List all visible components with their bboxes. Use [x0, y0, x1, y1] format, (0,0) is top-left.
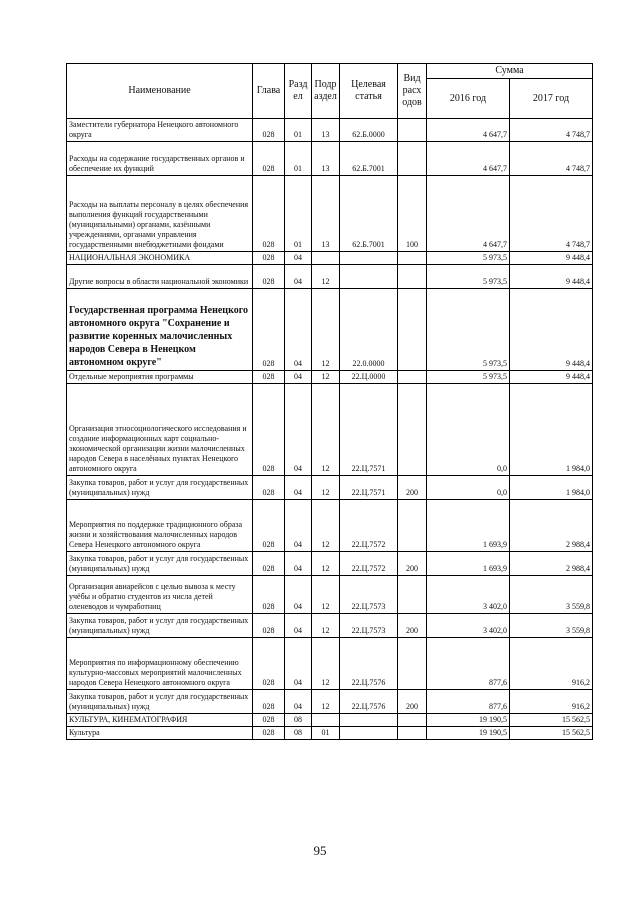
- row-target-article-cell: 22.Ц.0000: [340, 371, 398, 384]
- row-target-article-cell: [340, 714, 398, 727]
- row-amount-2017-cell: 2 988,4: [510, 500, 593, 552]
- row-amount-2016-cell: 4 647,7: [427, 176, 510, 252]
- row-name-cell: Организация авиарейсов с целью вывоза к месту учёбы и обратно студентов из числа детей оленеводов и чумработниц: [67, 576, 253, 614]
- row-razdel-cell: 04: [285, 252, 312, 265]
- row-name-cell: Закупка товаров, работ и услуг для государственных (муниципальных) нужд: [67, 690, 253, 714]
- row-target-article-cell: 22.0.0000: [340, 289, 398, 371]
- row-podrazdel-cell: 12: [312, 690, 340, 714]
- row-amount-2017-cell: 4 748,7: [510, 142, 593, 176]
- row-glava-cell: 028: [253, 614, 285, 638]
- row-amount-2017-cell: 916,2: [510, 638, 593, 690]
- row-target-article-cell: 22.Ц.7572: [340, 552, 398, 576]
- row-amount-2017-cell: 15 562,5: [510, 714, 593, 727]
- header-target-article: Целевая статья: [340, 64, 398, 119]
- row-amount-2017-cell: 2 988,4: [510, 552, 593, 576]
- header-summa: Сумма: [427, 64, 593, 79]
- row-name-cell: Другие вопросы в области национальной экономики: [67, 265, 253, 289]
- row-razdel-cell: 08: [285, 727, 312, 740]
- row-name-cell: Заместители губернатора Ненецкого автономного округа: [67, 119, 253, 142]
- row-glava-cell: 028: [253, 265, 285, 289]
- row-amount-2016-cell: 19 190,5: [427, 714, 510, 727]
- row-expense-type-cell: [398, 714, 427, 727]
- table-row: [67, 500, 593, 552]
- row-glava-cell: 028: [253, 384, 285, 476]
- row-target-article-cell: 22.Ц.7572: [340, 500, 398, 552]
- row-target-article-cell: 22.Ц.7571: [340, 384, 398, 476]
- row-amount-2016-cell: 877,6: [427, 638, 510, 690]
- row-podrazdel-cell: 12: [312, 500, 340, 552]
- row-razdel-cell: 04: [285, 371, 312, 384]
- table-header: [67, 64, 593, 119]
- row-razdel-cell: 04: [285, 476, 312, 500]
- header-razdel: Разд ел: [285, 64, 312, 119]
- row-name-cell: Закупка товаров, работ и услуг для государственных (муниципальных) нужд: [67, 476, 253, 500]
- row-razdel-cell: 01: [285, 176, 312, 252]
- row-razdel-cell: 04: [285, 638, 312, 690]
- header-podrazdel: Подр аздел: [312, 64, 340, 119]
- table-row: [67, 714, 593, 727]
- row-amount-2017-cell: 9 448,4: [510, 252, 593, 265]
- row-amount-2017-cell: 1 984,0: [510, 384, 593, 476]
- row-amount-2016-cell: 5 973,5: [427, 265, 510, 289]
- row-glava-cell: 028: [253, 576, 285, 614]
- table-row: [67, 552, 593, 576]
- row-glava-cell: 028: [253, 552, 285, 576]
- row-amount-2017-cell: 4 748,7: [510, 176, 593, 252]
- row-expense-type-cell: 200: [398, 690, 427, 714]
- row-podrazdel-cell: 12: [312, 289, 340, 371]
- row-glava-cell: 028: [253, 119, 285, 142]
- row-name-cell: Расходы на содержание государственных органов и обеспечение их функций: [67, 142, 253, 176]
- table-row: [67, 176, 593, 252]
- row-amount-2017-cell: 3 559,8: [510, 576, 593, 614]
- row-name-cell: Организация этносоциологического исследования и создание информационных карт социально-экономической организации жизни малочисленных народов Севера в населённых пунктах Ненецкого автономного округа: [67, 384, 253, 476]
- row-razdel-cell: 01: [285, 119, 312, 142]
- row-target-article-cell: 62.Б.7001: [340, 176, 398, 252]
- table-row: [67, 638, 593, 690]
- row-glava-cell: 028: [253, 500, 285, 552]
- table-row: [67, 614, 593, 638]
- row-expense-type-cell: [398, 265, 427, 289]
- row-name-cell: КУЛЬТУРА, КИНЕМАТОГРАФИЯ: [67, 714, 253, 727]
- header-year-2017: 2017 год: [510, 79, 593, 119]
- row-expense-type-cell: [398, 500, 427, 552]
- row-name-cell: Закупка товаров, работ и услуг для государственных (муниципальных) нужд: [67, 552, 253, 576]
- row-target-article-cell: 22.Ц.7576: [340, 638, 398, 690]
- row-amount-2016-cell: 5 973,5: [427, 371, 510, 384]
- row-name-cell: Государственная программа Ненецкого автономного округа "Сохранение и развитие коренных малочисленных народов Севера в Ненецком автономном округе": [67, 289, 253, 371]
- row-target-article-cell: 62.Б.0000: [340, 119, 398, 142]
- table-row: [67, 476, 593, 500]
- row-glava-cell: 028: [253, 289, 285, 371]
- table-row: [67, 252, 593, 265]
- row-expense-type-cell: [398, 727, 427, 740]
- row-podrazdel-cell: [312, 252, 340, 265]
- row-razdel-cell: 08: [285, 714, 312, 727]
- row-name-cell: Культура: [67, 727, 253, 740]
- table-row: [67, 384, 593, 476]
- row-podrazdel-cell: 01: [312, 727, 340, 740]
- table-row: [67, 142, 593, 176]
- row-glava-cell: 028: [253, 638, 285, 690]
- row-expense-type-cell: [398, 119, 427, 142]
- table-row: [67, 371, 593, 384]
- row-target-article-cell: [340, 727, 398, 740]
- row-name-cell: Отдельные мероприятия программы: [67, 371, 253, 384]
- row-target-article-cell: 22.Ц.7571: [340, 476, 398, 500]
- row-name-cell: Закупка товаров, работ и услуг для государственных (муниципальных) нужд: [67, 614, 253, 638]
- row-amount-2017-cell: 3 559,8: [510, 614, 593, 638]
- header-name: Наименование: [67, 64, 253, 119]
- row-target-article-cell: [340, 252, 398, 265]
- row-target-article-cell: 22.Ц.7573: [340, 576, 398, 614]
- row-razdel-cell: 04: [285, 576, 312, 614]
- row-razdel-cell: 04: [285, 265, 312, 289]
- row-amount-2016-cell: 0,0: [427, 384, 510, 476]
- row-glava-cell: 028: [253, 371, 285, 384]
- row-amount-2016-cell: 4 647,7: [427, 142, 510, 176]
- row-expense-type-cell: 200: [398, 552, 427, 576]
- row-podrazdel-cell: 12: [312, 614, 340, 638]
- table-row: [67, 690, 593, 714]
- row-amount-2017-cell: 9 448,4: [510, 289, 593, 371]
- table-row: [67, 119, 593, 142]
- row-expense-type-cell: [398, 289, 427, 371]
- row-podrazdel-cell: 12: [312, 476, 340, 500]
- row-expense-type-cell: [398, 384, 427, 476]
- row-podrazdel-cell: 12: [312, 265, 340, 289]
- row-target-article-cell: 22.Ц.7573: [340, 614, 398, 638]
- row-expense-type-cell: [398, 371, 427, 384]
- row-amount-2016-cell: 1 693,9: [427, 552, 510, 576]
- row-amount-2017-cell: 4 748,7: [510, 119, 593, 142]
- row-amount-2016-cell: 3 402,0: [427, 576, 510, 614]
- row-amount-2016-cell: 3 402,0: [427, 614, 510, 638]
- row-target-article-cell: 62.Б.7001: [340, 142, 398, 176]
- row-podrazdel-cell: 13: [312, 142, 340, 176]
- row-podrazdel-cell: 13: [312, 176, 340, 252]
- row-razdel-cell: 04: [285, 500, 312, 552]
- row-amount-2016-cell: 877,6: [427, 690, 510, 714]
- row-expense-type-cell: [398, 142, 427, 176]
- row-razdel-cell: 04: [285, 690, 312, 714]
- row-podrazdel-cell: 12: [312, 552, 340, 576]
- row-podrazdel-cell: 12: [312, 638, 340, 690]
- row-amount-2017-cell: 15 562,5: [510, 727, 593, 740]
- table-row: [67, 727, 593, 740]
- row-expense-type-cell: 200: [398, 614, 427, 638]
- table-row: [67, 576, 593, 614]
- row-name-cell: Расходы на выплаты персоналу в целях обеспечения выполнения функций государственными (муниципальными) органами, казёнными учреждениями, органами управления государственными внебюджетными фондами: [67, 176, 253, 252]
- header-glava: Глава: [253, 64, 285, 119]
- row-podrazdel-cell: 12: [312, 371, 340, 384]
- row-podrazdel-cell: 13: [312, 119, 340, 142]
- row-amount-2017-cell: 9 448,4: [510, 265, 593, 289]
- row-razdel-cell: 04: [285, 614, 312, 638]
- row-razdel-cell: 01: [285, 142, 312, 176]
- row-expense-type-cell: [398, 252, 427, 265]
- row-amount-2017-cell: 9 448,4: [510, 371, 593, 384]
- row-amount-2016-cell: 5 973,5: [427, 252, 510, 265]
- row-expense-type-cell: [398, 638, 427, 690]
- header-expense-type: Вид расх одов: [398, 64, 427, 119]
- row-razdel-cell: 04: [285, 289, 312, 371]
- row-name-cell: НАЦИОНАЛЬНАЯ ЭКОНОМИКА: [67, 252, 253, 265]
- row-glava-cell: 028: [253, 727, 285, 740]
- row-amount-2016-cell: 0,0: [427, 476, 510, 500]
- row-target-article-cell: 22.Ц.7576: [340, 690, 398, 714]
- row-podrazdel-cell: 12: [312, 576, 340, 614]
- header-year-2016: 2016 год: [427, 79, 510, 119]
- row-expense-type-cell: [398, 576, 427, 614]
- table-body: [67, 119, 593, 740]
- row-podrazdel-cell: 12: [312, 384, 340, 476]
- row-glava-cell: 028: [253, 252, 285, 265]
- row-glava-cell: 028: [253, 142, 285, 176]
- table-row: [67, 289, 593, 371]
- budget-table: [66, 63, 593, 740]
- row-expense-type-cell: 200: [398, 476, 427, 500]
- row-name-cell: Мероприятия по поддержке традиционного образа жизни и хозяйствования малочисленных народов Севера Ненецкого автономного округа: [67, 500, 253, 552]
- row-target-article-cell: [340, 265, 398, 289]
- row-glava-cell: 028: [253, 714, 285, 727]
- row-podrazdel-cell: [312, 714, 340, 727]
- row-name-cell: Мероприятия по информационному обеспечению культурно-массовых мероприятий малочисленных народов Севера Ненецкого автономного округа: [67, 638, 253, 690]
- page-number: 95: [313, 843, 327, 858]
- table-row: [67, 265, 593, 289]
- row-amount-2016-cell: 1 693,9: [427, 500, 510, 552]
- row-razdel-cell: 04: [285, 384, 312, 476]
- row-amount-2017-cell: 1 984,0: [510, 476, 593, 500]
- row-glava-cell: 028: [253, 176, 285, 252]
- row-glava-cell: 028: [253, 476, 285, 500]
- row-razdel-cell: 04: [285, 552, 312, 576]
- row-amount-2016-cell: 5 973,5: [427, 289, 510, 371]
- row-amount-2016-cell: 4 647,7: [427, 119, 510, 142]
- row-expense-type-cell: 100: [398, 176, 427, 252]
- row-glava-cell: 028: [253, 690, 285, 714]
- row-amount-2017-cell: 916,2: [510, 690, 593, 714]
- row-amount-2016-cell: 19 190,5: [427, 727, 510, 740]
